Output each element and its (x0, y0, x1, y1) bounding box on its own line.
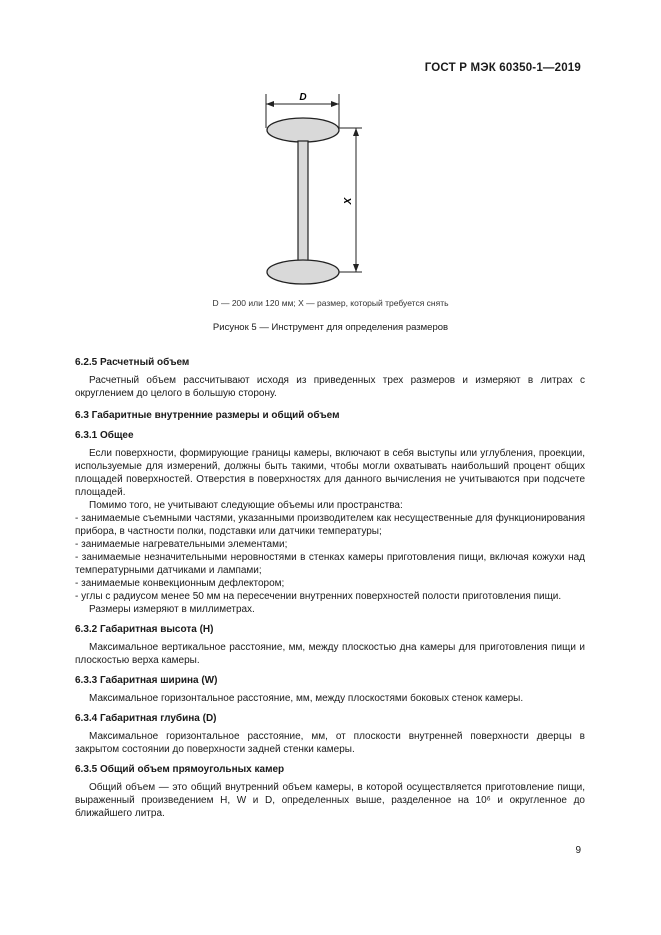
measuring-tool-figure (0, 0, 661, 300)
dimension-x-label: X (343, 197, 354, 205)
section-6-3-4-text: Максимальное горизонтальное расстояние, мм, от плоскости внутренней поверхности дверцы в закрытом состоянии до поверхности задней стенки камеры. (75, 731, 585, 755)
tool-rod-base (298, 262, 308, 272)
top-disc (267, 118, 339, 142)
section-6-3-3-text: Максимальное горизонтальное расстояние, мм, между плоскостями боковых стенок камеры. (89, 693, 524, 704)
dimension-x-arrow-bottom (353, 264, 359, 272)
list-item: - занимаемые конвекционным дефлектором; (75, 578, 285, 589)
page-number: 9 (575, 845, 581, 856)
section-6-3-2-title: 6.3.2 Габаритная высота (H) (75, 624, 214, 635)
figure-legend: D — 200 или 120 мм; X — размер, который требуется снять (212, 298, 449, 308)
section-6-3-1-paragraph-3: Размеры измеряют в миллиметрах. (89, 604, 255, 615)
dimension-d-label: D (299, 92, 307, 103)
document-body (75, 350, 585, 820)
section-6-3-5-title: 6.3.5 Общий объем прямоугольных камер (75, 764, 285, 775)
dimension-x-arrow-top (353, 128, 359, 136)
list-item: - занимаемые нагревательными элементами; (75, 539, 288, 550)
section-6-3-2-text: Максимальное вертикальное расстояние, мм, между плоскостью дна камеры для приготовления пищи и плоскостью верха камеры. (75, 642, 585, 666)
figure-caption: Рисунок 5 — Инструмент для определения размеров (212, 322, 449, 333)
tool-rod (298, 141, 308, 265)
section-6-3-1-paragraph-1: Если поверхности, формирующие границы камеры, включают в себя выступы или углубления, проекции, используемые для измерений, должны быть такими, чтобы могли охватывать наибольший процент общих площадей поверхностей. Отверстия в поверхностях для данного вычисления не учитываются при подсчете площадей. (75, 448, 585, 498)
dimension-d-arrow-right (331, 101, 339, 107)
list-item: - занимаемые съемными частями, указанными производителем как несущественные для функционирования прибора, в частности полки, подставки или датчики температуры; (75, 513, 585, 537)
section-6-3-1-paragraph-2: Помимо того, не учитывают следующие объемы или пространства: (89, 500, 403, 511)
section-6-3-1-title: 6.3.1 Общее (75, 430, 134, 441)
section-6-2-5-text: Расчетный объем рассчитывают исходя из приведенных трех размеров и измеряют в литрах с округлением до целого в большую сторону. (75, 375, 585, 399)
list-item: - углы с радиусом менее 50 мм на пересечении внутренних поверхностей полости приготовления пищи. (75, 591, 562, 602)
section-6-3-title: 6.3 Габаритные внутренние размеры и общий объем (75, 410, 340, 421)
document-code-header: ГОСТ Р МЭК 60350-1—2019 (424, 62, 581, 74)
section-6-2-5-title: 6.2.5 Расчетный объем (75, 357, 190, 368)
section-6-3-4-title: 6.3.4 Габаритная глубина (D) (75, 713, 217, 724)
list-item: - занимаемые незначительными неровностями в стенках камеры приготовления пищи, включая кожухи над температурными датчиками и лампами; (75, 552, 585, 576)
section-6-3-3-title: 6.3.3 Габаритная ширина (W) (75, 675, 218, 686)
dimension-d-arrow-left (266, 101, 274, 107)
section-6-3-5-text: Общий объем — это общий внутренний объем камеры, в которой осуществляется приготовление пищи, выраженный произведением H, W и D, определенных выше, разделенное на 10⁶ и округленное до ближайшего литра. (75, 782, 585, 819)
